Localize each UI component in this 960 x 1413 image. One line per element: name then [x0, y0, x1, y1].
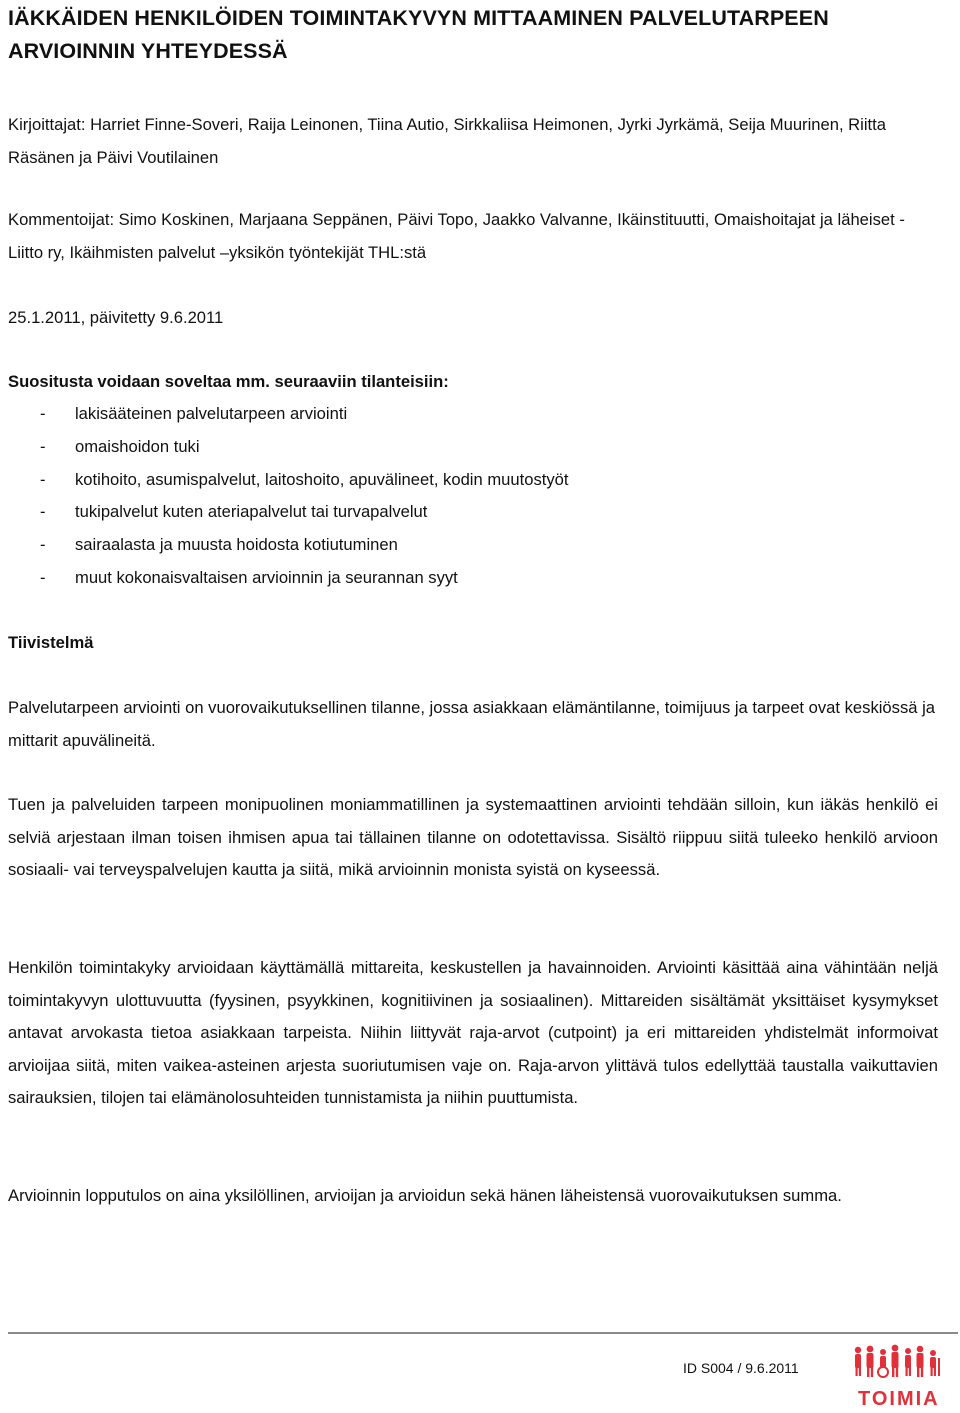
list-item-text: lakisääteinen palvelutarpeen arviointi: [75, 404, 348, 423]
footer-divider: [8, 1332, 958, 1334]
summary-paragraph: Arvioinnin lopputulos on aina yksilöllinen, arvioijan ja arvioidun sekä hänen läheistensä vuorovaikutuksen summa.: [8, 1186, 842, 1205]
summary-paragraph: Henkilön toimintakyky arvioidaan käyttämällä mittareita, keskustellen ja havainnoiden. Arviointi käsittää aina vähintään neljä toimintakyvyn ulottuvuutta (fyysinen, psyykkinen, kognitiivinen ja sosiaalinen). Mittareiden sisältämät yksittäiset kysymykset antavat arvokasta tietoa asiakkaan tarpeista. Niihin liittyvät raja-arvot (cutpoint) ja eri mittareiden yhdistelmät informoivat arvioijaa siitä, miten vaikea-asteinen arjesta suoriutumisen vaje on. Raja-arvon ylittävä tulos edellyttää taustalla vaikuttavien sairauksien, tilojen tai elämänolosuhteiden tunnistamista ja niihin puuttumista.: [8, 958, 938, 1108]
list-dash: -: [40, 436, 46, 456]
list-item: [8, 529, 938, 562]
list-dash: -: [40, 404, 46, 423]
list-item-text: omaishoidon tuki: [75, 436, 200, 456]
list-dash: -: [40, 469, 46, 489]
authors-text: Kirjoittajat: Harriet Finne-Soveri, Raija Leinonen, Tiina Autio, Sirkkaliisa Heimonen, Jyrki Jyrkämä, Seija Muurinen, Riitta Räsänen ja Päivi Voutilainen: [8, 115, 886, 167]
applicability-list: [8, 398, 938, 595]
list-item: [8, 562, 938, 595]
list-item: [8, 398, 938, 431]
toimia-logo-text: TOIMIA: [858, 1388, 940, 1410]
list-item-text: muut kokonaisvaltaisen arvioinnin ja seurannan syyt: [75, 567, 458, 587]
list-item-text: tukipalvelut kuten ateriapalvelut tai turvapalvelut: [75, 502, 428, 522]
list-dash: -: [40, 567, 46, 587]
list-item-text: sairaalasta ja muusta hoidosta kotiutuminen: [75, 535, 398, 555]
footer-document-id: ID S004 / 9.6.2011: [683, 1360, 799, 1376]
commentators-text: Kommentoijat: Simo Koskinen, Marjaana Seppänen, Päivi Topo, Jaakko Valvanne, Ikäinstituutti, Omaishoitajat ja läheiset -Liitto ry, Ikäihmisten palvelut –yksikön työntekijät THL:stä: [8, 210, 905, 262]
document-title: IÄKKÄIDEN HENKILÖIDEN TOIMINTAKYVYN MITTAAMINEN PALVELUTARPEEN ARVIOINNIN YHTEYDESSÄ: [8, 6, 829, 63]
list-dash: -: [40, 502, 46, 522]
document-date: 25.1.2011, päivitetty 9.6.2011: [8, 308, 224, 327]
applicability-heading: Suositusta voidaan soveltaa mm. seuraaviin tilanteisiin:: [8, 372, 449, 391]
list-item: [8, 464, 938, 497]
summary-heading: Tiivistelmä: [8, 633, 94, 652]
summary-paragraph: Palvelutarpeen arviointi on vuorovaikutuksellinen tilanne, jossa asiakkaan elämäntilanne, toimijuus ja tarpeet ovat keskiössä ja mittarit apuvälineitä.: [8, 698, 936, 750]
list-item-text: kotihoito, asumispalvelut, laitoshoito, apuvälineet, kodin muutostyöt: [75, 469, 569, 489]
summary-paragraph: Tuen ja palveluiden tarpeen monipuolinen moniammatillinen ja systemaattinen arviointi tehdään silloin, kun iäkäs henkilö ei selviä arjestaan ilman toisen ihmisen apua tai tällainen tilanne on odotettavissa. Sisältö riippuu siitä tuleeko henkilö arvioon sosiaali- vai terveyspalvelujen kautta ja siitä, mikä arvioinnin monista syistä on kyseessä.: [8, 795, 938, 880]
list-item: [8, 431, 938, 464]
list-dash: -: [40, 535, 46, 555]
list-item: [8, 496, 938, 529]
